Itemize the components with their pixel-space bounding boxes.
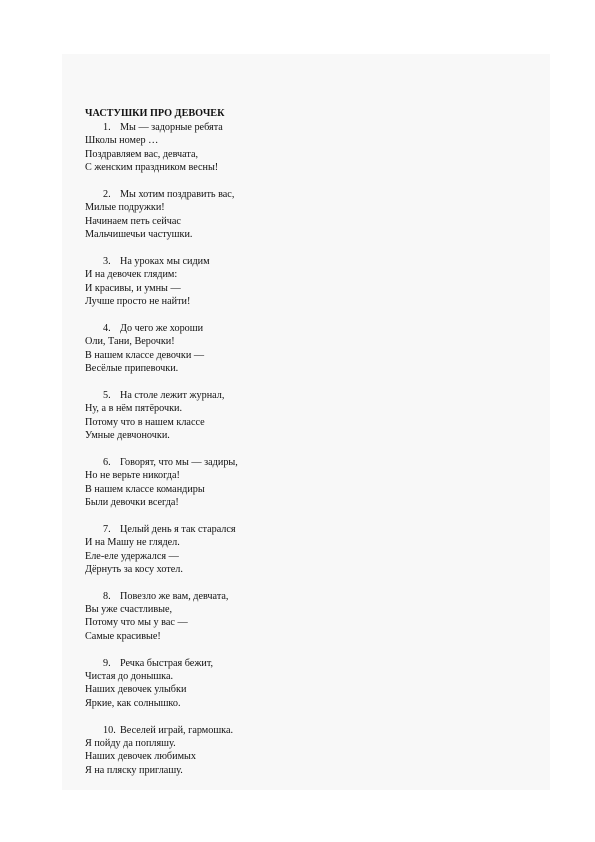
stanza-number: 7.	[103, 523, 111, 535]
stanza-line: Чистая до донышка.	[85, 671, 174, 683]
stanza-line: В нашем классе командиры	[85, 483, 205, 495]
stanza-line: Но не верьте никогда!	[85, 470, 180, 482]
stanza-line: Начинаем петь сейчас	[85, 215, 181, 227]
stanza-line: Мальчишечьи частушки.	[85, 229, 193, 241]
stanza-first-line	[85, 188, 525, 201]
stanza-number: 10.	[103, 724, 116, 736]
stanza-line-text: Веселей играй, гармошка.	[120, 724, 234, 736]
stanza-line: Еле-еле удержался —	[85, 550, 179, 562]
stanza-line: Ну, а в нём пятёрочки.	[85, 403, 183, 415]
stanza-line-text: Повезло же вам, девчата,	[120, 590, 229, 602]
stanza-list	[85, 121, 525, 777]
stanza-line-text: До чего же хороши	[120, 322, 204, 334]
stanza-line-text: Целый день я так старался	[120, 523, 236, 535]
stanza-line: Я пойду да попляшу.	[85, 737, 176, 749]
stanza-line: Я на пляску приглашу.	[85, 764, 183, 776]
stanza-line: Наших девочек улыбки	[85, 684, 187, 696]
stanza	[85, 456, 525, 510]
stanza-line: В нашем классе девочки —	[85, 349, 205, 361]
stanza-number: 8.	[103, 590, 111, 602]
stanza-line: И на Машу не глядел.	[85, 537, 180, 549]
stanza	[85, 590, 525, 644]
stanza	[85, 255, 525, 309]
stanza	[85, 523, 525, 577]
stanza-line-text: Речка быстрая бежит,	[120, 657, 214, 669]
stanza-line-text: Говорят, что мы — задиры,	[120, 456, 238, 468]
stanza-line-text: На столе лежит журнал,	[120, 389, 225, 401]
stanza-line: Школы номер …	[85, 135, 159, 147]
stanza-line: Милые подружки!	[85, 202, 165, 214]
stanza	[85, 657, 525, 711]
stanza-line: Потому что мы у вас —	[85, 617, 188, 629]
stanza-line: Лучше просто не найти!	[85, 296, 191, 308]
document-title: ЧАСТУШКИ ПРО ДЕВОЧЕК	[85, 108, 225, 119]
stanza-number: 6.	[103, 456, 111, 468]
stanza-line: Потому что в нашем классе	[85, 416, 205, 428]
stanza-first-line	[85, 121, 525, 134]
stanza-number: 1.	[103, 122, 111, 133]
stanza-line: И на девочек глядим:	[85, 269, 178, 281]
stanza-number: 5.	[103, 389, 111, 401]
stanza-number: 9.	[103, 657, 111, 669]
stanza-line-text: На уроках мы сидим	[120, 255, 210, 267]
stanza-first-line	[85, 523, 525, 536]
stanza-first-line	[85, 657, 525, 670]
stanza	[85, 121, 525, 175]
stanza-first-line	[85, 724, 525, 737]
stanza-number: 3.	[103, 255, 111, 267]
stanza	[85, 322, 525, 376]
stanza-line: Вы уже счастливые,	[85, 604, 173, 616]
stanza-number: 4.	[103, 322, 111, 334]
stanza-first-line	[85, 590, 525, 603]
stanza-line: Дёрнуть за косу хотел.	[85, 563, 183, 575]
document-content	[85, 107, 525, 791]
stanza	[85, 188, 525, 242]
stanza-number: 2.	[103, 188, 111, 200]
stanza-line: Весёлые припевочки.	[85, 363, 179, 375]
stanza-first-line	[85, 255, 525, 268]
stanza-line: Умные девчоночки.	[85, 429, 170, 441]
stanza-first-line	[85, 322, 525, 335]
stanza-line: Наших девочек любимых	[85, 751, 196, 763]
stanza-line: И красивы, и умны —	[85, 282, 181, 294]
stanza-line: Были девочки всегда!	[85, 496, 179, 508]
stanza-line-text: Мы хотим поздравить вас,	[120, 188, 235, 200]
stanza-first-line	[85, 456, 525, 469]
stanza	[85, 724, 525, 778]
stanza-line: Самые красивые!	[85, 630, 161, 642]
stanza-line-text: Мы — задорные ребята	[120, 122, 223, 133]
stanza-first-line	[85, 389, 525, 402]
stanza-line: Поздравляем вас, девчата,	[85, 148, 199, 160]
stanza-line: Оли, Тани, Верочки!	[85, 336, 175, 348]
stanza-line: С женским праздником весны!	[85, 162, 219, 174]
stanza-line: Яркие, как солнышко.	[85, 697, 181, 709]
stanza	[85, 389, 525, 443]
